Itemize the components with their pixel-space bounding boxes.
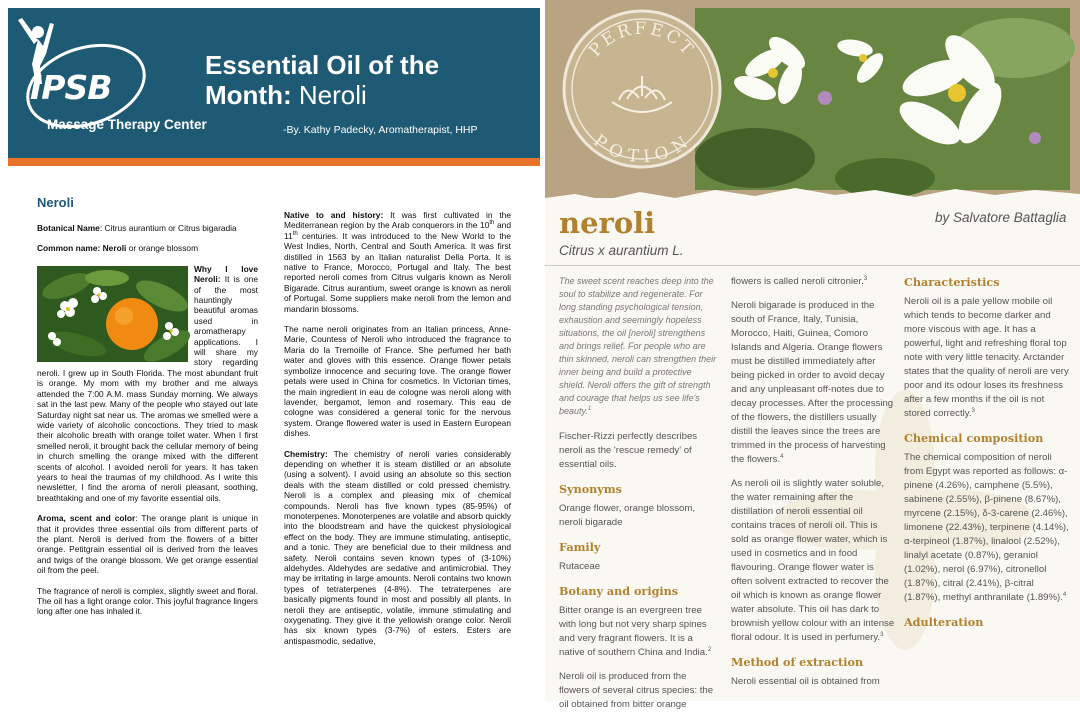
common-name — [37, 243, 258, 253]
characteristics-paragraph — [904, 295, 1070, 421]
synonyms-text: Orange flower, orange blossom, neroli bigarade — [559, 503, 695, 528]
chemistry-paragraph — [284, 449, 511, 647]
why-text: It is one of the most hauntingly beautiful aromas used in aromatherapy applications. I will share my story regarding neroli. I grew up in South Florida. The most abundant fruit is orange. My mom with my brother and me always attended the 7:00 A.M. mass Sunday morning. We always sat in the last pew. Many of the people who stayed out late Saturday night sat near us. The aromas we smelled were a wide variety of alcoholic concoctions. They tried to mask their alcoholic breath with orange toilet water. When I first smelled neroli, it brought back the cellular memory of being in church smelling the orange mixed with the different scents of alcohol. I avoided neroli for years. It has taken years to heal the traumas of my childhood. As I write this newsletter, I find the aroma of neroli pleasant, soothing, breathtaking and one of my favorite essential oils. — [37, 274, 258, 503]
botanical-value: : Citrus aurantium or Citrus bigaradia — [99, 223, 237, 233]
chemical-ref: 4 — [1062, 591, 1067, 598]
right-column-1 — [559, 275, 719, 722]
title-line-2 — [205, 80, 439, 110]
torn-paper-edge — [545, 168, 1080, 208]
author-byline: by Salvatore Battaglia — [935, 210, 1067, 225]
synonyms-heading: Synonyms — [559, 482, 622, 496]
why-label: Why I love Neroli: — [194, 263, 258, 285]
header-orange-stripe — [8, 158, 540, 166]
quote-ref: 1 — [587, 406, 592, 412]
col2-paragraph-3 — [731, 477, 895, 645]
botany-paragraph — [559, 604, 719, 660]
botanical-name — [37, 223, 258, 233]
col2-text-3: As neroli oil is slightly water soluble, the water remaining after the distillation of neroli essential oil contains traces of neroli oil. This is sold as orange flower water, which is used in cosmetics and in food flavouring. Orange flower water is often solvent extracted to recover the oil which is known as orange flower water absolute. This oil has dark to brownish yellow colour with an intense floral odour. It is used in perfumery. — [731, 478, 895, 643]
why-i-love-paragraph — [37, 264, 258, 503]
orange-blossom-image — [37, 266, 188, 362]
botany-heading: Botany and origins — [559, 584, 679, 598]
family-text: Rutaceae — [559, 561, 601, 572]
sup-th-2: th — [292, 231, 298, 238]
native-text-c: centuries. It was introduced to the New World to the West Indies, North, Central and South America. It was first distilled in 1563 by an Italian naturalist Della Porta. It is native to France, Morocco, Portugal and Italy. The best reported neroli comes from Citrus vulgaris known as Neroli Bigarade. Citrus aurantium, sweet orange is known as neroli of Portugal. Some suppliers make neroli from the lemon and mandarin blossoms. — [284, 230, 511, 314]
right-column-3 — [904, 275, 1070, 635]
chemical-text: The chemical composition of neroli from Egypt was reported as follows: α-pinene (4.26%), camphene (5.5%), sabinene (2.55%), β-pinene (8.67%), myrcene (2.15%), δ-3-carene (2.46%), limonene (22.43%), terpinene (4.14%), α-terpineol (1.87%), linalool (2.52%), linalyl acetate (0.87%), geraniol (1.02%), nerol (6.97%), citronellol (1.87%), citral (2.41%), β-citral (1.87%), methyl anthranilate (1.89%). — [904, 452, 1069, 603]
aroma-paragraph — [37, 513, 258, 575]
native-text-b: and 11 — [284, 220, 511, 241]
native-label: Native to and history: — [284, 210, 384, 220]
latin-name: Citrus x aurantium L. — [559, 243, 684, 258]
divider — [545, 265, 1080, 266]
badge-text-top: PERFECT — [585, 18, 699, 61]
col2-ref-2: 4 — [780, 453, 784, 460]
col2-paragraph-1 — [731, 275, 895, 289]
chemical-paragraph — [904, 451, 1070, 605]
ipsb-newsletter-page — [0, 0, 540, 701]
right-column-2 — [731, 275, 895, 699]
title-oil-name: Neroli — [298, 80, 367, 110]
sup-th-1: th — [489, 220, 495, 227]
col2-ref-1: 3 — [863, 275, 868, 282]
name-origin-paragraph: The name neroli originates from an Italian princess, Anne-Marie, Countess of Neroli who introduced the fragrance to Maria do la Tremoille of France. She perfumed her bath water and gloves with this essence. Orange flower petals symbolize innocence and securing love. The orange flower petals were used in China for cosmetics. In Victorian times, the main ingredient in eau de cologne was neroli along with lavender, bergamot, lemon and rosemary. This eau de cologne was considered a general tonic for the nervous system. Orange flowered water is used in Eastern European dishes. — [284, 324, 511, 439]
native-paragraph — [284, 210, 511, 314]
badge-text-bottom: POTION — [589, 131, 695, 168]
adulteration-heading: Adulteration — [904, 615, 984, 629]
characteristics-ref: 3 — [971, 407, 975, 414]
quote-text: The sweet scent reaches deep into the soul to stabilize and regenerate. For long standing psychological tension, exhaustion and seemingly hopeless situations, the oil [neroli] strengthens and brings relief. For people who are thin skinned, neroli can strengthen their inner being and build a protective shield. Neroli offers the gift of strength and courage that helps us see life's beauty. — [559, 276, 717, 416]
aroma-label: Aroma, scent and color — [37, 513, 136, 524]
characteristics-heading: Characteristics — [904, 275, 1000, 289]
botany-text: Bitter orange is an evergreen tree with long but not very sharp spines and very fragrant flowers. It is a native of southern China and India. — [559, 605, 708, 658]
byline: -By. Kathy Padecky, Aromatherapist, HHP — [283, 124, 478, 136]
method-heading: Method of extraction — [731, 655, 864, 669]
fischer-paragraph: Fischer-Rizzi perfectly describes neroli as the 'rescue remedy' of essential oils. — [559, 431, 698, 470]
logo-subtitle: Massage Therapy Center — [47, 117, 207, 132]
fragrance-paragraph: The fragrance of neroli is complex, slightly sweet and floral. The oil has a light orange color. This joyful fragrance lingers long after one has inhaled it. — [37, 585, 258, 617]
native-text-a: It was first cultivated in the Mediterranean region by the Arab conquerors in the 10 — [284, 210, 511, 231]
section-heading: Neroli — [37, 195, 74, 210]
botanical-label: Botanical Name — [37, 223, 100, 233]
logo-brand-text: IPSB — [30, 68, 112, 107]
article-title: neroli — [559, 206, 656, 240]
col2-paragraph-2 — [731, 299, 895, 467]
col2-text-2: Neroli bigarade is produced in the south of France, Italy, Tunisia, Morocco, Haiti, Guinea, Comoro Islands and Algeria. Orange flowers must be distilled immediately after being picked in order to avoid decay and any unpleasant off-notes due to decay processes. After the processing of the flowers, the distillers usually distill the leaves since the trees are trimmed in the process of harvesting the flowers. — [731, 300, 894, 465]
method-text: Neroli essential oil is obtained from — [731, 676, 880, 687]
chemistry-text: The chemistry of neroli varies considerably depending on whether it is steam distilled or an absolute (using a solvent). I avoid using an absolute so this section deals with the steam distilled or cold pressed chemistry. Neroli is a complex and pleasing mix of chemical compounds. Neroli has five known types (85-95%) of monoterpenes. Monoterpenes are volatile and absorb quickly into the bloodstream and have the quickest physiological effect on the body. They are immune stimulating, antiseptic, and a tonic. They are beneficial due to their mildness and safety. Neroli contains seven known types of (3-10%) aldehydes. Aldehydes are sedative and antimicrobial. They may be irritating in large amounts. Neroli contains two known types of tetraterpenes (4-8%). The tetraterpenes are basically pigments found in most and possibly all plants. In neroli they are antiseptic, volatile, immune stimulating and oxygenating. They give it the yellowish orange color. Neroli has six known types (3-7%) of esters. Esters are antispasmodic, sedative, — [284, 448, 511, 646]
common-bold: Neroli — [102, 243, 127, 254]
title-prefix: Month: — [205, 80, 292, 110]
page-title — [205, 50, 439, 110]
chemistry-label: Chemistry: — [284, 448, 328, 459]
common-label: Common name: — [37, 243, 101, 254]
common-value: or orange blossom — [126, 243, 199, 254]
botany-ref: 2 — [707, 646, 712, 653]
perfect-potion-badge — [557, 4, 727, 174]
title-line-1: Essential Oil of the — [205, 50, 440, 80]
col2-ref-3: 3 — [880, 631, 884, 638]
left-column-2 — [284, 210, 511, 656]
left-column-1 — [37, 196, 258, 627]
neroli-flowers-photo — [695, 8, 1070, 190]
family-heading: Family — [559, 540, 601, 554]
aroma-text: : The orange plant is unique in that it provides three essential oils from different parts of the plant. Neroli is derived from the flowers of a bitter orange. Petitgrain essential oil is derived from the leaves and twigs of the orange blossom. We get orange essential oil from the peel. — [37, 513, 259, 576]
pull-quote — [559, 275, 719, 418]
produced-paragraph: Neroli oil is produced from the flowers of several citrus species: the oil obtained from bitter orange — [559, 671, 714, 710]
chemical-heading: Chemical composition — [904, 431, 1044, 445]
perfect-potion-page — [545, 0, 1080, 710]
characteristics-text: Neroli oil is a pale yellow mobile oil which tends to become darker and more viscous with age. It has a powerful, light and refreshing floral top note with very little tenacity. Arctander states that the quality of neroli are very poor and its odour loses its freshness after a few months if the oil is not stored correctly. — [904, 296, 1069, 419]
col2-text-1: flowers is called neroli citronier. — [731, 276, 864, 287]
